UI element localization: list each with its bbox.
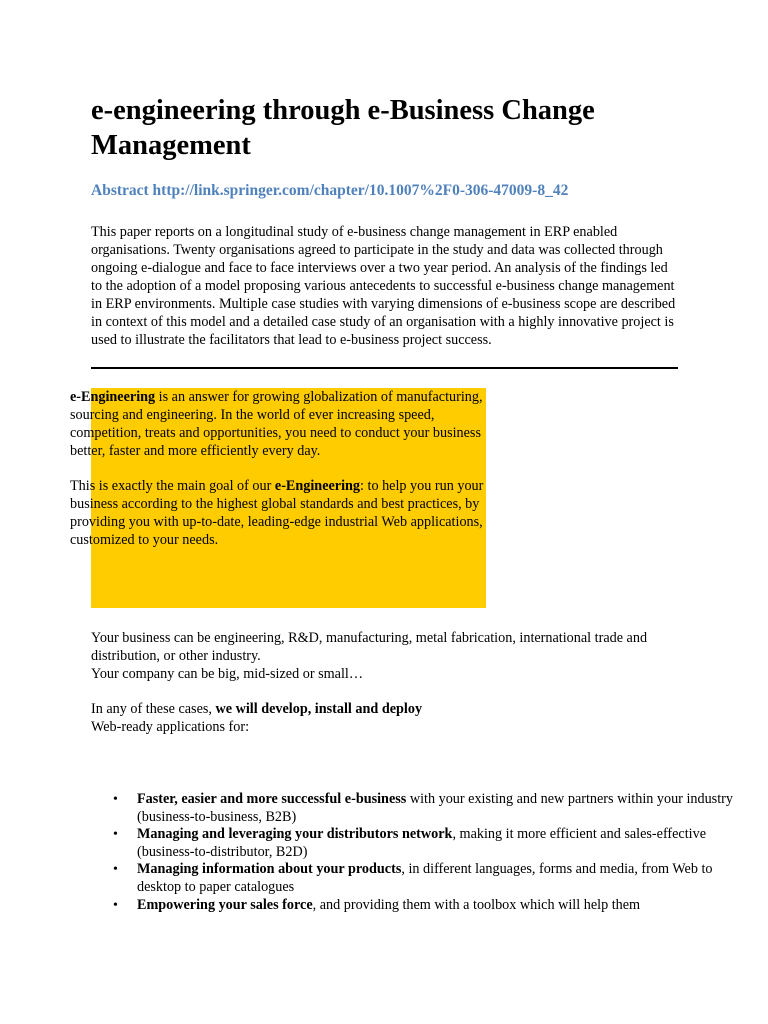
- promo-brand: e-Engineering: [274, 478, 361, 494]
- body-text: [91, 629, 691, 736]
- body-line-3-bold: we will develop, install and deploy: [215, 701, 423, 717]
- list-item-bold: Faster, easier and more successful e-business: [137, 791, 407, 807]
- promo-brand: e-Engineering: [70, 389, 156, 405]
- promo-paragraph-2: [70, 477, 485, 549]
- bullet-icon: •: [113, 897, 118, 913]
- page-title: e-engineering through e-Business Change Management: [91, 95, 595, 161]
- body-line-3: [91, 700, 691, 718]
- promo-text: [70, 388, 485, 566]
- body-line-2: Your company can be big, mid-sized or small…: [91, 666, 364, 682]
- list-item-bold: Managing information about your products: [137, 861, 402, 878]
- banner-white-tab: [435, 964, 559, 980]
- list-item-text: with your existing and new partners within your industry (business-to-business, B2B): [137, 791, 733, 825]
- benefits-list: [91, 791, 737, 914]
- bullet-icon: •: [113, 792, 118, 807]
- list-item: [113, 861, 737, 896]
- list-item-bold: Empowering your sales force: [137, 896, 313, 913]
- bullet-icon: •: [113, 827, 118, 843]
- promo-paragraph-2-pre: This is exactly the main goal of our: [70, 478, 275, 494]
- list-item-text: , in different languages, forms and media, from Web to desktop to paper catalogues: [137, 861, 713, 895]
- promo-paragraph-1-text: is an answer for growing globalization of manufacturing, sourcing and engineering. In the world of ever increasing speed, competition, treats and opportunities, you need to conduct your business better, faster and more efficiently every day.: [70, 389, 483, 459]
- list-item: [113, 791, 737, 826]
- body-line-1: Your business can be engineering, R&D, manufacturing, metal fabrication, international trade and distribution, or other industry.: [91, 630, 648, 664]
- abstract-heading-link[interactable]: Abstract http://link.springer.com/chapter/10.1007%2F0-306-47009-8_42: [91, 182, 569, 199]
- body-line-4: Web-ready applications for:: [91, 719, 250, 735]
- list-item-text: , making it more efficient and sales-effective (business-to-distributor, B2D): [137, 826, 707, 860]
- list-item-text: , and providing them with a toolbox which will help them: [312, 896, 641, 913]
- list-item-bold: Managing and leveraging your distributors network: [137, 826, 453, 843]
- promo-paragraph-1: [70, 388, 485, 460]
- abstract-body: This paper reports on a longitudinal study of e-business change management in ERP enabled organisations. Twenty organisations agreed to participate in the study and data was collected through ongoing e-dialogue and face to face interviews over a two year period. An analysis of the findings led to the adoption of a model proposing various antecedents to successful e-business change management in ERP environments. Multiple case studies with varying dimensions of e-business scope are described in context of this model and a detailed case study of an organisation with a highly innovative project is used to illustrate the facilitators that lead to e-business project success.: [91, 224, 676, 348]
- bullet-icon: •: [113, 862, 118, 878]
- list-item: [113, 896, 737, 915]
- list-item: [113, 826, 737, 861]
- promo-paragraph-2-post: : to help you run your business according to the highest global standards and best practices, by providing you with up-to-date, leading-edge industrial Web applications, customized to your needs.: [70, 478, 484, 548]
- body-line-3-pre: In any of these cases,: [91, 701, 216, 717]
- horizontal-divider: [91, 367, 678, 369]
